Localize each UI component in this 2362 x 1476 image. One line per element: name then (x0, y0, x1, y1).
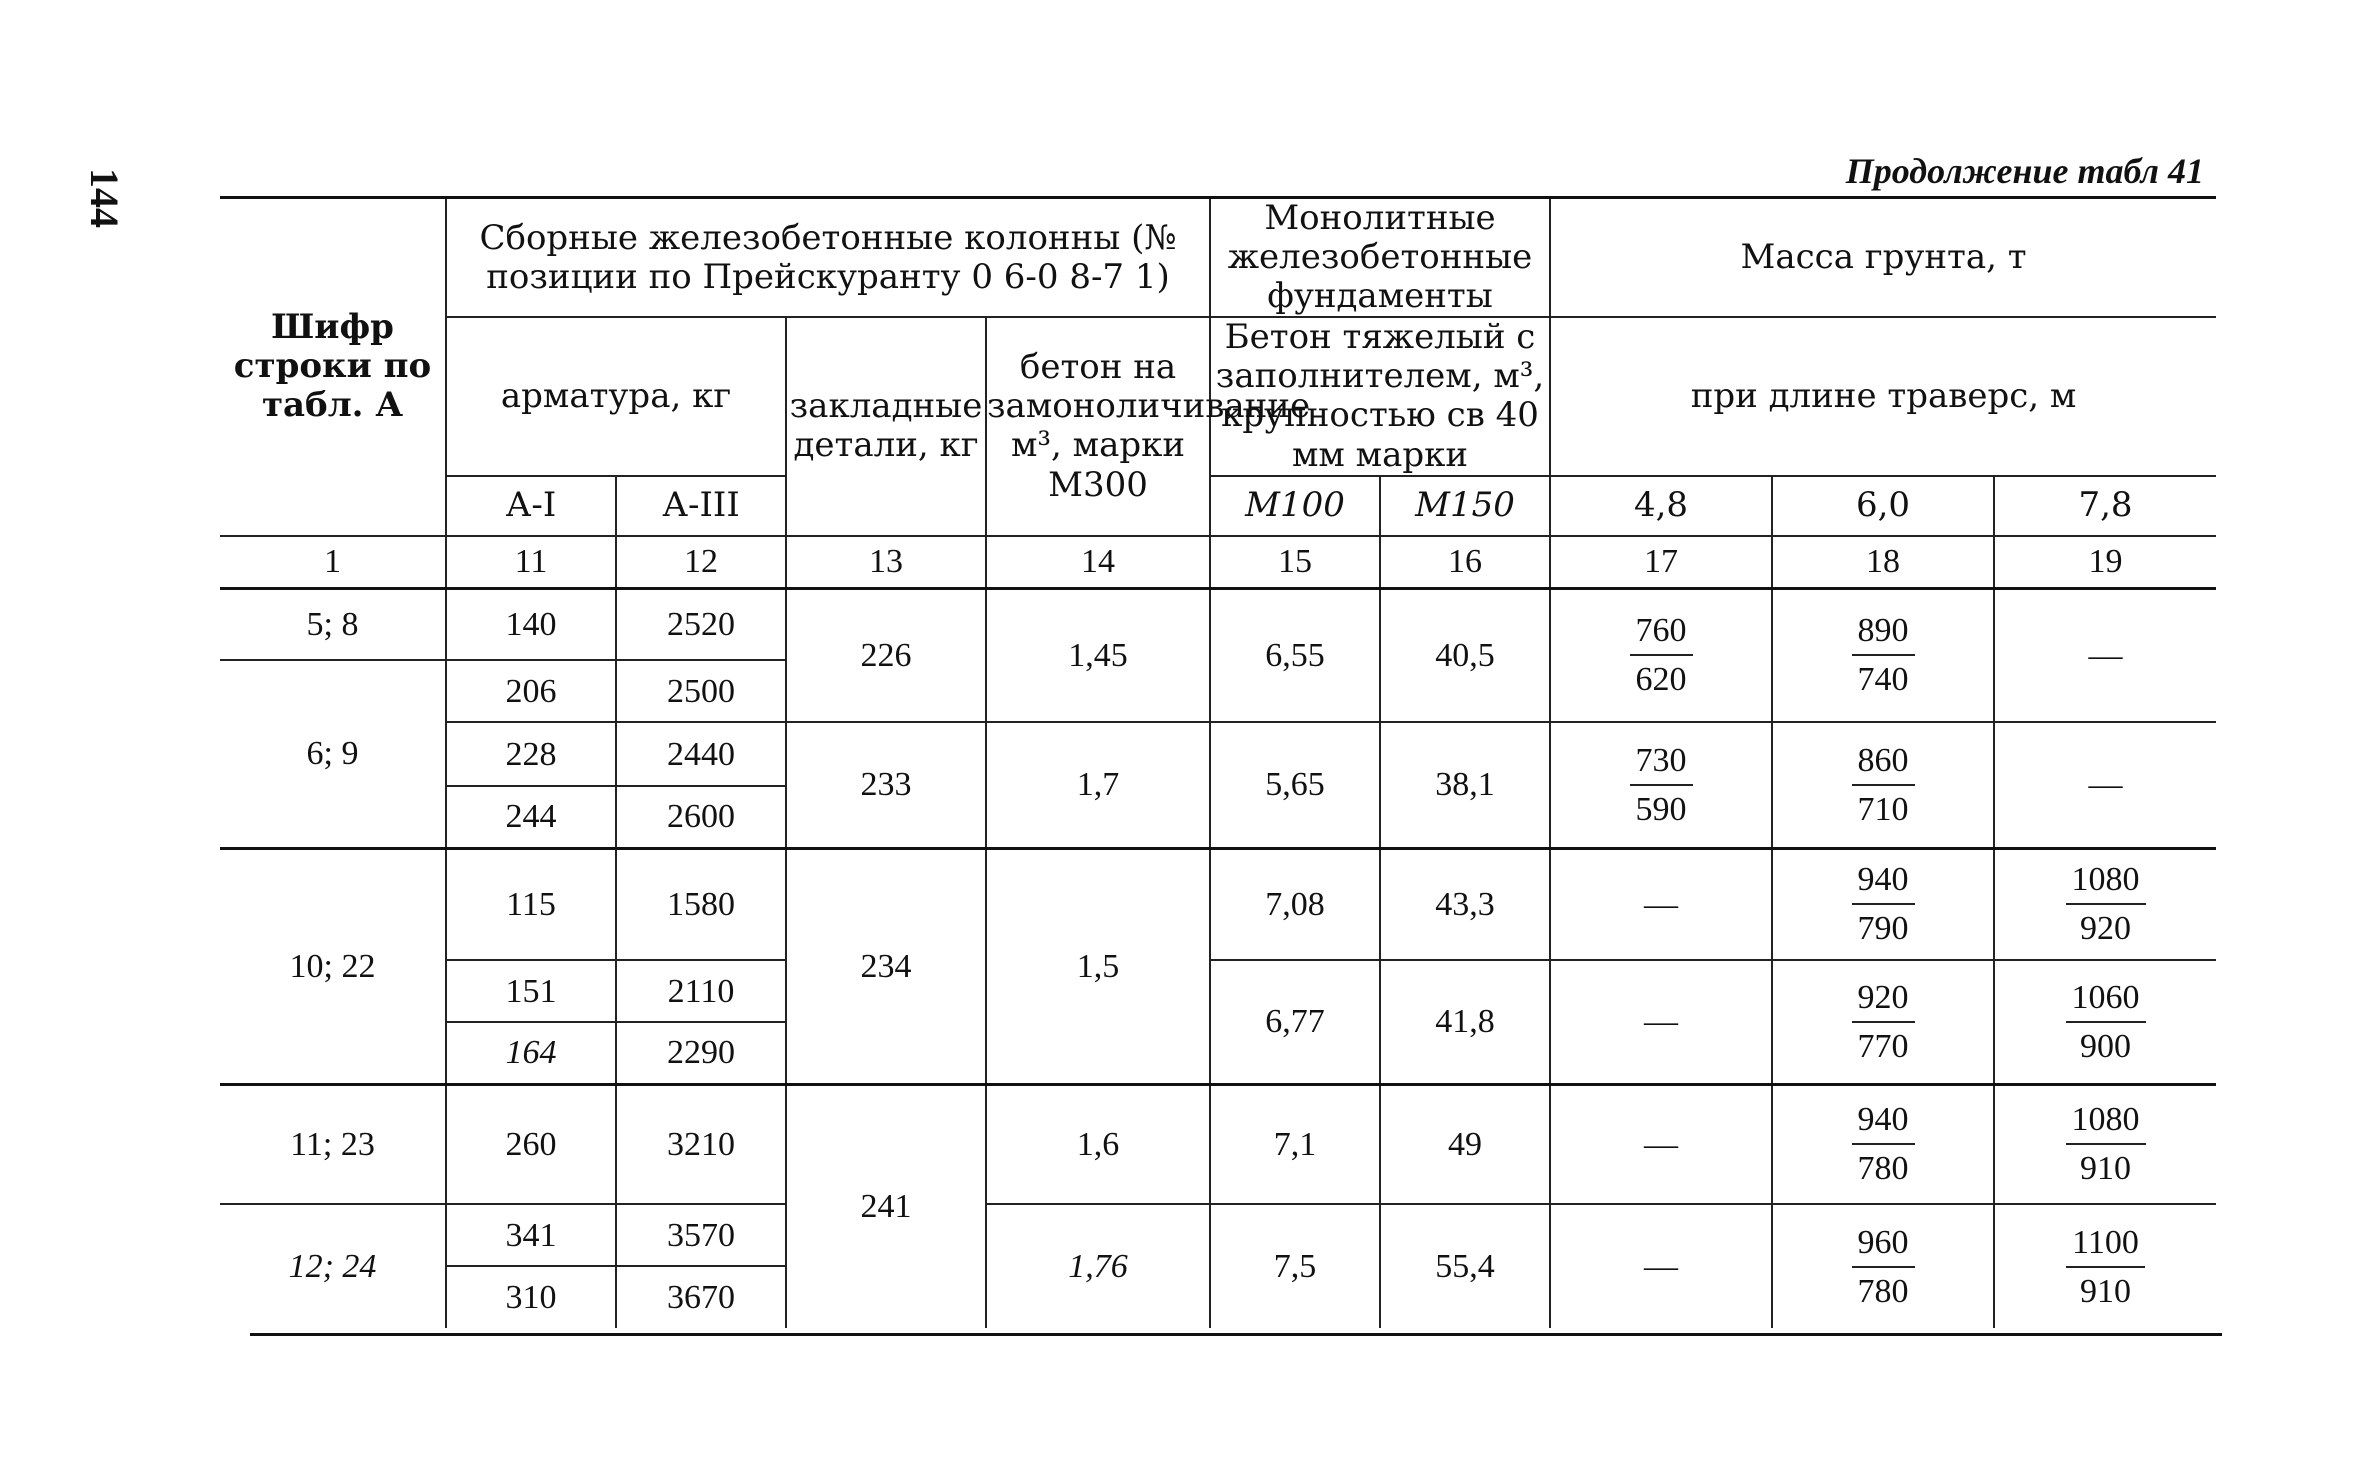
length-4-8-header: 4,8 (1550, 476, 1772, 536)
page-number: 144 (82, 168, 127, 228)
concrete-grout-value: 1,76 (986, 1204, 1210, 1328)
fraction-numerator: 920 (1852, 978, 1915, 1023)
row-code: 12; 24 (220, 1204, 446, 1328)
columns-group-header: Сборные железобетонные колонны (№ позиции по Прейскуранту 0 6-0 8-7 1) (446, 198, 1210, 318)
embedded-parts-value: 241 (786, 1084, 986, 1328)
fraction-numerator: 940 (1852, 860, 1915, 905)
column-number: 18 (1772, 536, 1994, 589)
concrete-grout-value: 1,6 (986, 1084, 1210, 1204)
table-row (220, 722, 2216, 786)
m150-value: 43,3 (1380, 848, 1550, 960)
fraction-numerator: 730 (1630, 741, 1693, 786)
fraction-denominator: 710 (1857, 790, 1909, 828)
embedded-parts-value: 233 (786, 722, 986, 848)
rebar-a3-value: 3570 (616, 1204, 786, 1266)
fraction-numerator: 760 (1630, 611, 1693, 656)
column-number: 11 (446, 536, 616, 589)
length-7-8-header: 7,8 (1994, 476, 2216, 536)
embedded-parts-header: закладные детали, кг (786, 317, 986, 535)
rebar-a1-value: 244 (446, 786, 616, 848)
fraction-numerator: 1080 (2066, 1100, 2146, 1145)
fraction-numerator: 1100 (2066, 1223, 2145, 1268)
soil-mass-6-0 (1772, 588, 1994, 722)
column-number: 13 (786, 536, 986, 589)
table-row (220, 1204, 2216, 1266)
m150-value: 41,8 (1380, 960, 1550, 1084)
soil-mass-4-8: — (1550, 1084, 1772, 1204)
column-number: 16 (1380, 536, 1550, 589)
rebar-a1-value: 260 (446, 1084, 616, 1204)
grade-m100-header: М100 (1210, 476, 1380, 536)
rebar-a3-header: А-III (616, 476, 786, 536)
m150-value: 38,1 (1380, 722, 1550, 848)
fraction-numerator: 860 (1852, 741, 1915, 786)
soil-mass-7-8 (1994, 848, 2216, 960)
column-number: 17 (1550, 536, 1772, 589)
fraction-numerator: 890 (1852, 611, 1915, 656)
rebar-a3-value: 1580 (616, 848, 786, 960)
m150-value: 40,5 (1380, 588, 1550, 722)
fraction-numerator: 940 (1852, 1100, 1915, 1145)
row-code-header: Шифр строки по табл. А (220, 198, 446, 536)
soil-mass-6-0 (1772, 1084, 1994, 1204)
soil-mass-7-8: — (1994, 722, 2216, 848)
monolithic-header: Монолитные железобетонные фундаменты (1210, 198, 1550, 318)
table-bottom-rule (250, 1333, 2222, 1336)
rebar-a3-value: 2500 (616, 660, 786, 722)
rebar-header: арматура, кг (446, 317, 786, 475)
table-row (220, 848, 2216, 960)
column-number: 1 (220, 536, 446, 589)
soil-mass-4-8 (1550, 588, 1772, 722)
concrete-grout-value: 1,5 (986, 848, 1210, 1084)
row-code: 6; 9 (220, 660, 446, 848)
fraction-denominator: 790 (1857, 910, 1909, 948)
rebar-a1-header: А-I (446, 476, 616, 536)
column-number: 19 (1994, 536, 2216, 589)
fraction-denominator: 780 (1857, 1150, 1909, 1188)
soil-mass-6-0 (1772, 848, 1994, 960)
fraction-denominator: 920 (2080, 910, 2132, 948)
fraction-denominator: 780 (1857, 1272, 1909, 1310)
grade-m150-header: М150 (1380, 476, 1550, 536)
rebar-a1-value: 151 (446, 960, 616, 1022)
fraction-denominator: 900 (2080, 1027, 2132, 1065)
soil-mass-header: Масса грунта, т (1550, 198, 2216, 318)
fraction-numerator: 1080 (2066, 860, 2146, 905)
rebar-a1-value: 164 (446, 1022, 616, 1084)
table-caption: Продолжение табл 41 (1845, 151, 2204, 191)
table-row (220, 960, 2216, 1022)
fraction-denominator: 770 (1857, 1027, 1909, 1065)
row-code: 10; 22 (220, 848, 446, 1084)
rebar-a3-value: 2520 (616, 588, 786, 660)
soil-mass-7-8 (1994, 1084, 2216, 1204)
rebar-a1-value: 228 (446, 722, 616, 786)
fraction-denominator: 620 (1635, 661, 1687, 699)
soil-mass-4-8: — (1550, 1204, 1772, 1328)
row-code: 5; 8 (220, 588, 446, 660)
heavy-concrete-header: Бетон тяжелый с заполнителем, м³, крупностью св 40 мм марки (1210, 317, 1550, 475)
rebar-a3-value: 2110 (616, 960, 786, 1022)
rebar-a3-value: 2600 (616, 786, 786, 848)
m100-value: 7,1 (1210, 1084, 1380, 1204)
rebar-a1-value: 206 (446, 660, 616, 722)
rebar-a1-value: 341 (446, 1204, 616, 1266)
column-number: 12 (616, 536, 786, 589)
rebar-a1-value: 140 (446, 588, 616, 660)
fraction-denominator: 910 (2080, 1150, 2132, 1188)
soil-mass-4-8: — (1550, 960, 1772, 1084)
soil-mass-7-8: — (1994, 588, 2216, 722)
rebar-a3-value: 2290 (616, 1022, 786, 1084)
soil-mass-6-0 (1772, 960, 1994, 1084)
m100-value: 7,08 (1210, 848, 1380, 960)
fraction-denominator: 910 (2080, 1272, 2132, 1310)
table-row (220, 1084, 2216, 1204)
concrete-grout-value: 1,7 (986, 722, 1210, 848)
soil-mass-7-8 (1994, 960, 2216, 1084)
length-6-0-header: 6,0 (1772, 476, 1994, 536)
fraction-denominator: 590 (1635, 790, 1687, 828)
row-code: 11; 23 (220, 1084, 446, 1204)
column-number: 14 (986, 536, 1210, 589)
m100-value: 5,65 (1210, 722, 1380, 848)
data-table (220, 196, 2216, 1328)
m150-value: 55,4 (1380, 1204, 1550, 1328)
soil-mass-7-8 (1994, 1204, 2216, 1328)
fraction-numerator: 1060 (2066, 978, 2146, 1023)
table-row (220, 588, 2216, 660)
rebar-a3-value: 3210 (616, 1084, 786, 1204)
concrete-grout-header: бетон на замоноличивание м³, марки М300 (986, 317, 1210, 535)
embedded-parts-value: 226 (786, 588, 986, 722)
soil-mass-6-0 (1772, 1204, 1994, 1328)
concrete-grout-value: 1,45 (986, 588, 1210, 722)
soil-mass-4-8 (1550, 722, 1772, 848)
m150-value: 49 (1380, 1084, 1550, 1204)
embedded-parts-value: 234 (786, 848, 986, 1084)
fraction-numerator: 960 (1852, 1223, 1915, 1268)
soil-mass-4-8: — (1550, 848, 1772, 960)
rebar-a1-value: 115 (446, 848, 616, 960)
rebar-a3-value: 3670 (616, 1266, 786, 1328)
m100-value: 6,55 (1210, 588, 1380, 722)
soil-mass-6-0 (1772, 722, 1994, 848)
beam-length-header: при длине траверс, м (1550, 317, 2216, 475)
m100-value: 7,5 (1210, 1204, 1380, 1328)
fraction-denominator: 740 (1857, 661, 1909, 699)
rebar-a1-value: 310 (446, 1266, 616, 1328)
rebar-a3-value: 2440 (616, 722, 786, 786)
column-number: 15 (1210, 536, 1380, 589)
m100-value: 6,77 (1210, 960, 1380, 1084)
